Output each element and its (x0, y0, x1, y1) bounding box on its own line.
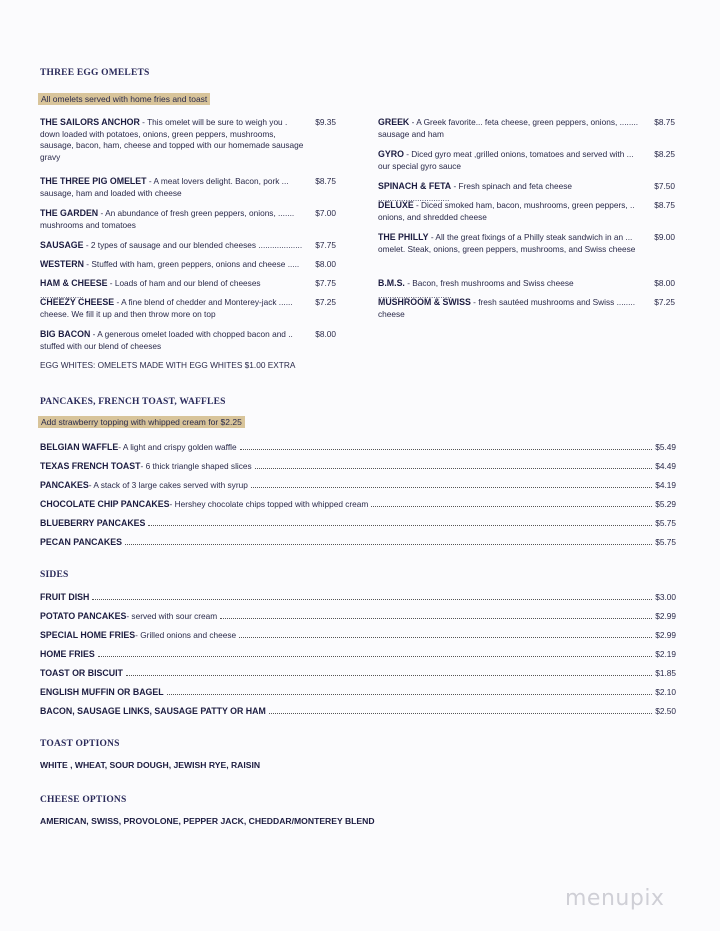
menu-line: PECAN PANCAKES $5.75 (40, 537, 676, 547)
cheese-title: CHEESE OPTIONS (40, 795, 127, 805)
menu-item: BIG BACON - A generous omelet loaded with chopped bacon and .. stuffed with our blend of cheeses $8.00 (40, 329, 336, 351)
menu-item: HAM & CHEESE - Loads of ham and our blend of cheeses ................... $7.75 (40, 278, 336, 300)
menu-item: THE PHILLY - All the great fixings of a Philly steak sandwich in an ... omelet. Steak, onions, green peppers, mushrooms, and Swiss cheese $9.00 (378, 232, 675, 254)
sides-title: SIDES (40, 570, 69, 580)
menu-line: CHOCOLATE CHIP PANCAKES - Hershey chocolate chips topped with whipped cream $5.29 (40, 499, 676, 509)
menu-line: SPECIAL HOME FRIES - Grilled onions and cheese $2.99 (40, 630, 676, 640)
menu-line: ENGLISH MUFFIN OR BAGEL $2.10 (40, 687, 676, 697)
cheese-options: AMERICAN, SWISS, PROVOLONE, PEPPER JACK, CHEDDAR/MONTEREY BLEND (40, 816, 375, 826)
menu-line: PANCAKES - A stack of 3 large cakes served with syrup $4.19 (40, 480, 676, 490)
toast-options: WHITE , WHEAT, SOUR DOUGH, JEWISH RYE, RAISIN (40, 760, 261, 770)
menu-item: GYRO - Diced gyro meat ,grilled onions, tomatoes and served with ... our special gyro sauce $8.25 (378, 149, 675, 171)
egg-whites-note: EGG WHITES: OMELETS MADE WITH EGG WHITES $1.00 EXTRA (40, 360, 296, 370)
pancakes-note: Add strawberry topping with whipped cream for $2.25 (38, 416, 245, 428)
menu-item: WESTERN - Stuffed with ham, green peppers, onions and cheese ..... $8.00 (40, 259, 336, 269)
menu-item: THE THREE PIG OMELET - A meat lovers delight. Bacon, pork ... sausage, ham and loaded with cheese $8.75 (40, 176, 336, 198)
menu-line: POTATO PANCAKES - served with sour cream $2.99 (40, 611, 676, 621)
menu-line: FRUIT DISH $3.00 (40, 592, 676, 602)
omelets-title: THREE EGG OMELETS (40, 68, 150, 78)
pancakes-title: PANCAKES, FRENCH TOAST, WAFFLES (40, 397, 226, 407)
menu-line: BLUEBERRY PANCAKES $5.75 (40, 518, 676, 528)
menu-item: SPINACH & FETA - Fresh spinach and feta cheese ............................... $7.50 (378, 181, 675, 203)
menu-line: TOAST OR BISCUIT $1.85 (40, 668, 676, 678)
menu-item: THE GARDEN - An abundance of fresh green peppers, onions, ....... mushrooms and tomatoes $7.00 (40, 208, 336, 230)
menu-item: THE SAILORS ANCHOR - This omelet will be sure to weigh you . down loaded with potatoes, onions, green peppers, mushrooms, sausage, bacon, ham, cheese and topped with our homemade sausage gravy $9.35 (40, 117, 336, 162)
menu-item: GREEK - A Greek favorite... feta cheese, green peppers, onions, ........ sausage and ham $8.75 (378, 117, 675, 139)
menu-item: DELUXE - Diced smoked ham, bacon, mushrooms, green peppers, .. onions, and shredded cheese $8.75 (378, 200, 675, 222)
menu-item: MUSHROOM & SWISS - fresh sautéed mushrooms and Swiss ........ cheese $7.25 (378, 297, 675, 319)
menu-line: BELGIAN WAFFLE - A light and crispy golden waffle $5.49 (40, 442, 676, 452)
menu-line: TEXAS FRENCH TOAST - 6 thick triangle shaped slices $4.49 (40, 461, 676, 471)
menu-line: HOME FRIES $2.19 (40, 649, 676, 659)
watermark: menupix (565, 886, 665, 911)
menu-item: CHEEZY CHEESE - A fine blend of chedder and Monterey-jack ...... cheese. We fill it up and then throw more on top $7.25 (40, 297, 336, 319)
omelets-note: All omelets served with home fries and toast (38, 93, 210, 105)
menu-line: BACON, SAUSAGE LINKS, SAUSAGE PATTY OR HAM $2.50 (40, 706, 676, 716)
menu-item: SAUSAGE - 2 types of sausage and our blended cheeses ................... $7.75 (40, 240, 336, 250)
menu-item: B.M.S. - Bacon, fresh mushrooms and Swiss cheese ................................ $8.00 (378, 278, 675, 300)
toast-title: TOAST OPTIONS (40, 739, 120, 749)
